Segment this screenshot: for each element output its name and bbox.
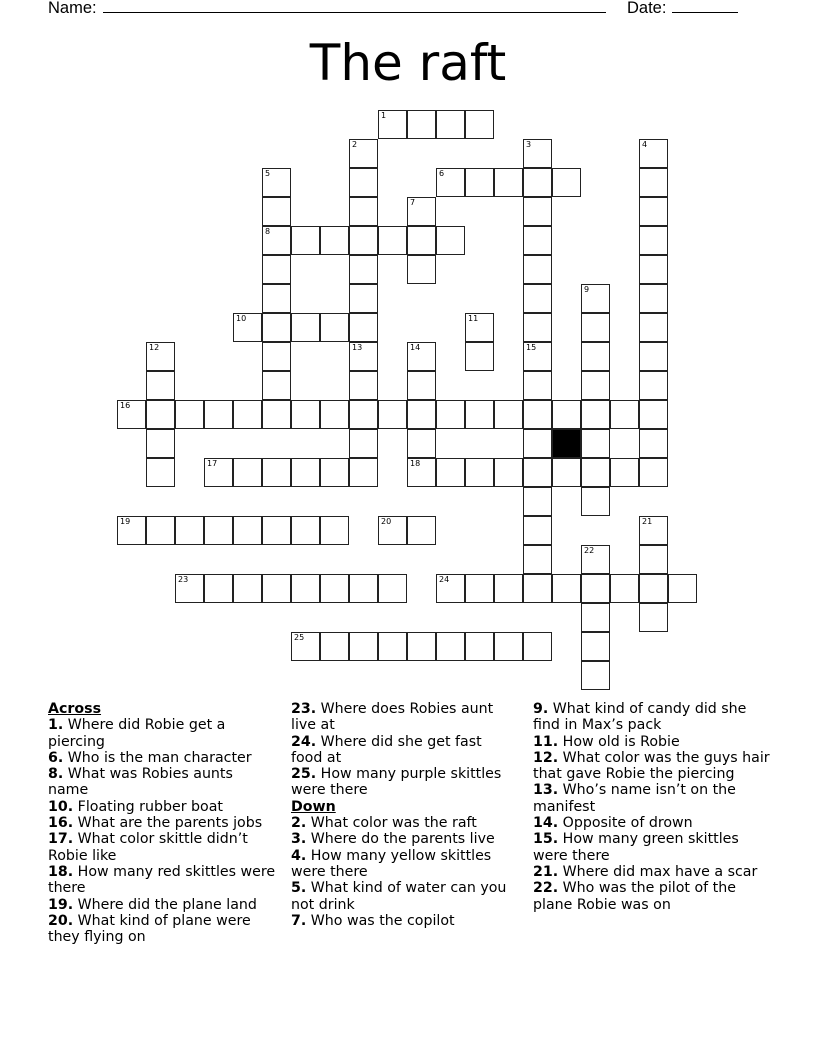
grid-cell[interactable] (175, 516, 204, 545)
grid-cell[interactable] (523, 487, 552, 516)
grid-cell[interactable] (233, 458, 262, 487)
grid-cell[interactable] (349, 284, 378, 313)
clue-number: 7 (410, 198, 416, 207)
grid-cell[interactable] (494, 400, 523, 429)
grid-cell[interactable] (581, 574, 610, 603)
clue-number: 18 (410, 459, 421, 468)
clue-number: 10 (236, 314, 247, 323)
grid-cell[interactable] (523, 168, 552, 197)
grid-cell[interactable] (378, 400, 407, 429)
grid-cell[interactable] (407, 371, 436, 400)
grid-cell[interactable] (523, 284, 552, 313)
grid-cell[interactable] (639, 284, 668, 313)
grid-cell[interactable] (465, 574, 494, 603)
clue-across: 16. What are the parents jobs (48, 815, 263, 832)
grid-cell[interactable] (523, 400, 552, 429)
grid-cell[interactable] (465, 110, 494, 139)
clues-column-3 (533, 701, 773, 913)
grid-cell[interactable] (436, 458, 465, 487)
clue-down: 14. Opposite of drown (533, 815, 693, 832)
grid-cell[interactable] (436, 400, 465, 429)
grid-cell[interactable] (320, 226, 349, 255)
clues-column-1 (48, 701, 276, 945)
grid-cell[interactable] (639, 458, 668, 487)
grid-cell[interactable] (407, 226, 436, 255)
puzzle-title: The raft (309, 34, 507, 92)
grid-cell[interactable] (175, 400, 204, 429)
grid-cell[interactable] (581, 458, 610, 487)
grid-cell[interactable] (581, 371, 610, 400)
clue-down: 21. Where did max have a scar (533, 863, 758, 880)
grid-cell[interactable] (436, 226, 465, 255)
grid-cell[interactable] (523, 226, 552, 255)
grid-cell[interactable] (523, 313, 552, 342)
clue-down: 13. Who’s name isn’t on the manifest (533, 782, 736, 815)
clue-across: 6. Who is the man character (48, 749, 252, 766)
grid-cell[interactable] (581, 342, 610, 371)
grid-cell[interactable] (378, 110, 407, 139)
clue-number: 3 (526, 140, 532, 149)
grid-cell[interactable] (146, 429, 175, 458)
clue-number: 1 (381, 111, 387, 120)
grid-cell[interactable] (349, 458, 378, 487)
clue-number: 25 (294, 633, 305, 642)
grid-cell[interactable] (581, 400, 610, 429)
grid-cell[interactable] (262, 400, 291, 429)
grid-cell[interactable] (204, 458, 233, 487)
clue-down: 11. How old is Robie (533, 733, 680, 750)
grid-cell[interactable] (146, 371, 175, 400)
grid-cell[interactable] (523, 139, 552, 168)
grid-cell[interactable] (494, 632, 523, 661)
grid-cell[interactable] (407, 516, 436, 545)
clue-number: 4 (642, 140, 648, 149)
clue-down: 7. Who was the copilot (291, 912, 455, 929)
grid-cell[interactable] (349, 632, 378, 661)
black-grid-cell (552, 429, 581, 458)
grid-cell[interactable] (465, 342, 494, 371)
grid-cell[interactable] (639, 516, 668, 545)
grid-cell[interactable] (436, 110, 465, 139)
grid-cell[interactable] (407, 110, 436, 139)
grid-cell[interactable] (639, 139, 668, 168)
grid-cell[interactable] (378, 516, 407, 545)
grid-cell[interactable] (349, 429, 378, 458)
clue-across: 20. What kind of plane were they flying on (48, 912, 251, 946)
clue-number: 9 (584, 285, 590, 294)
grid-cell[interactable] (349, 342, 378, 371)
grid-cell[interactable] (581, 313, 610, 342)
grid-cell[interactable] (465, 400, 494, 429)
grid-cell[interactable] (378, 632, 407, 661)
grid-cell[interactable] (581, 603, 610, 632)
clue-number: 6 (439, 169, 445, 178)
grid-cell[interactable] (465, 313, 494, 342)
grid-cell[interactable] (581, 661, 610, 690)
clue-number: 13 (352, 343, 363, 352)
grid-cell[interactable] (436, 632, 465, 661)
clue-number: 20 (381, 517, 392, 526)
grid-cell[interactable] (552, 574, 581, 603)
grid-cell[interactable] (581, 632, 610, 661)
grid-cell[interactable] (262, 197, 291, 226)
grid-cell[interactable] (262, 574, 291, 603)
clue-down: 9. What kind of candy did she find in Max’s pack (533, 701, 747, 734)
grid-cell[interactable] (349, 255, 378, 284)
grid-cell[interactable] (639, 429, 668, 458)
grid-cell[interactable] (465, 632, 494, 661)
grid-cell[interactable] (262, 458, 291, 487)
grid-cell[interactable] (349, 139, 378, 168)
grid-cell[interactable] (175, 574, 204, 603)
grid-cell[interactable] (552, 168, 581, 197)
grid-cell[interactable] (320, 458, 349, 487)
grid-cell[interactable] (639, 255, 668, 284)
clue-number: 14 (410, 343, 421, 352)
grid-cell[interactable] (494, 574, 523, 603)
grid-cell[interactable] (610, 458, 639, 487)
grid-cell[interactable] (407, 429, 436, 458)
grid-cell[interactable] (320, 516, 349, 545)
grid-cell[interactable] (204, 400, 233, 429)
grid-cell[interactable] (291, 632, 320, 661)
grid-cell[interactable] (465, 168, 494, 197)
grid-cell[interactable] (378, 574, 407, 603)
clue-number: 16 (120, 401, 131, 410)
down-heading: Down (291, 798, 336, 815)
clue-down: 4. How many yellow skittles were there (291, 847, 492, 880)
clue-number: 23 (178, 575, 189, 584)
grid-cell[interactable] (262, 313, 291, 342)
grid-cell[interactable] (349, 168, 378, 197)
grid-cell[interactable] (523, 255, 552, 284)
grid-cell[interactable] (146, 516, 175, 545)
clue-across: 25. How many purple skittles were there (291, 766, 502, 799)
grid-cell[interactable] (639, 400, 668, 429)
grid-cell[interactable] (523, 516, 552, 545)
clue-number: 5 (265, 169, 271, 178)
grid-cell[interactable] (407, 255, 436, 284)
grid-cell[interactable] (639, 168, 668, 197)
clue-down: 12. What color was the guys hair that gave Robie the piercing (533, 749, 770, 783)
grid-cell[interactable] (639, 226, 668, 255)
grid-cell[interactable] (581, 487, 610, 516)
grid-cell[interactable] (262, 226, 291, 255)
grid-cell[interactable] (407, 400, 436, 429)
clue-across: 17. What color skittle didn’t Robie like (48, 831, 248, 864)
grid-cell[interactable] (146, 400, 175, 429)
clue-across: 23. Where does Robies aunt live at (291, 701, 494, 734)
across-heading: Across (48, 701, 102, 717)
grid-cell[interactable] (523, 574, 552, 603)
grid-cell[interactable] (639, 342, 668, 371)
grid-cell[interactable] (349, 313, 378, 342)
clue-number: 17 (207, 459, 218, 468)
grid-cell[interactable] (262, 168, 291, 197)
grid-cell[interactable] (349, 197, 378, 226)
grid-cell[interactable] (262, 284, 291, 313)
grid-cell[interactable] (407, 632, 436, 661)
grid-cell[interactable] (117, 400, 146, 429)
grid-cell[interactable] (581, 429, 610, 458)
grid-cell[interactable] (291, 226, 320, 255)
clues-column-2 (291, 701, 517, 929)
grid-cell[interactable] (233, 313, 262, 342)
grid-cell[interactable] (494, 168, 523, 197)
grid-cell[interactable] (552, 400, 581, 429)
grid-cell[interactable] (639, 574, 668, 603)
grid-cell[interactable] (523, 545, 552, 574)
clue-across: 19. Where did the plane land (48, 896, 257, 913)
grid-cell[interactable] (610, 574, 639, 603)
clue-across: 24. Where did she get fast food at (291, 733, 482, 766)
grid-cell[interactable] (523, 197, 552, 226)
grid-cell[interactable] (581, 284, 610, 313)
clue-number: 19 (120, 517, 131, 526)
grid-cell[interactable] (320, 632, 349, 661)
clue-across: 1. Where did Robie get a piercing (48, 717, 226, 750)
grid-cell[interactable] (291, 516, 320, 545)
clue-number: 2 (352, 140, 358, 149)
grid-cell[interactable] (378, 226, 407, 255)
grid-cell[interactable] (639, 197, 668, 226)
grid-cell[interactable] (291, 400, 320, 429)
grid-cell[interactable] (204, 574, 233, 603)
clue-number: 11 (468, 314, 479, 323)
grid-cell[interactable] (523, 342, 552, 371)
grid-cell[interactable] (349, 226, 378, 255)
grid-cell[interactable] (494, 458, 523, 487)
grid-cell[interactable] (523, 371, 552, 400)
grid-cell[interactable] (639, 603, 668, 632)
grid-cell[interactable] (523, 632, 552, 661)
grid-cell[interactable] (291, 313, 320, 342)
grid-cell[interactable] (639, 545, 668, 574)
grid-cell[interactable] (581, 545, 610, 574)
grid-cell[interactable] (233, 516, 262, 545)
grid-cell[interactable] (523, 429, 552, 458)
grid-cell[interactable] (233, 400, 262, 429)
grid-cell[interactable] (349, 574, 378, 603)
grid-cell[interactable] (146, 342, 175, 371)
grid-cell[interactable] (668, 574, 697, 603)
clue-down: 22. Who was the pilot of the plane Robie was on (533, 880, 736, 913)
clue-down: 2. What color was the raft (291, 815, 477, 832)
grid-cell[interactable] (552, 458, 581, 487)
grid-cell[interactable] (320, 400, 349, 429)
grid-cell[interactable] (639, 371, 668, 400)
name-label: Name: (48, 0, 97, 17)
grid-cell[interactable] (320, 313, 349, 342)
grid-cell[interactable] (291, 458, 320, 487)
grid-cell[interactable] (262, 371, 291, 400)
clue-number: 8 (265, 227, 271, 236)
grid-cell[interactable] (146, 458, 175, 487)
grid-cell[interactable] (320, 574, 349, 603)
clue-number: 22 (584, 546, 595, 555)
grid-cell[interactable] (262, 516, 291, 545)
grid-cell[interactable] (523, 458, 552, 487)
grid-cell[interactable] (262, 255, 291, 284)
grid-cell[interactable] (117, 516, 146, 545)
grid-cell[interactable] (262, 342, 291, 371)
grid-cell[interactable] (349, 400, 378, 429)
clue-number: 15 (526, 343, 537, 352)
clue-number: 21 (642, 517, 653, 526)
grid-cell[interactable] (436, 574, 465, 603)
clue-down: 15. How many green skittles were there (533, 831, 739, 864)
clue-number: 24 (439, 575, 450, 584)
grid-cell[interactable] (407, 342, 436, 371)
grid-cell[interactable] (610, 400, 639, 429)
clue-across: 18. How many red skittles were there (48, 863, 276, 897)
grid-cell[interactable] (349, 371, 378, 400)
grid-cell[interactable] (291, 574, 320, 603)
grid-cell[interactable] (465, 458, 494, 487)
clue-number: 12 (149, 343, 160, 352)
grid-cell[interactable] (204, 516, 233, 545)
clue-down: 5. What kind of water can you not drink (291, 880, 507, 913)
grid-cell[interactable] (407, 197, 436, 226)
grid-cell[interactable] (407, 458, 436, 487)
clue-across: 8. What was Robies aunts name (48, 766, 233, 799)
grid-cell[interactable] (639, 313, 668, 342)
date-label: Date: (627, 0, 667, 17)
grid-cell[interactable] (233, 574, 262, 603)
clue-down: 3. Where do the parents live (291, 831, 495, 848)
grid-cell[interactable] (436, 168, 465, 197)
clue-across: 10. Floating rubber boat (48, 798, 223, 815)
